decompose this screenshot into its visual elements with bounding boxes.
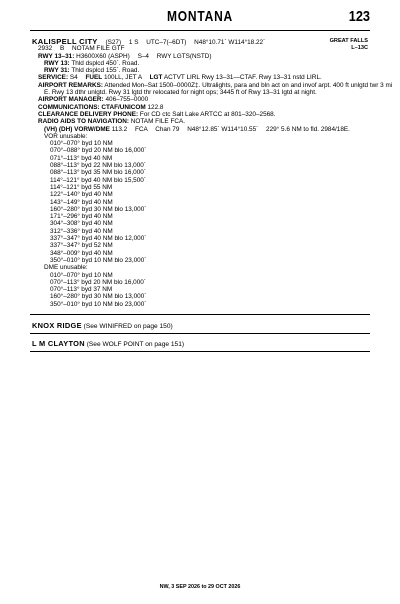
manager-phone: 406–755–0000: [105, 96, 149, 104]
remarks-label: AIRPORT REMARKS:: [38, 81, 103, 89]
runway-strength: S–4: [137, 52, 149, 60]
remarks-text-1: Attended Mon–Sat 1500–0000Z‡. Ultralights, para and bln act on and invof arpt. 400 ft unlgtd twr 3 mi: [104, 81, 393, 89]
unusable-range: 337°–347° byd 40 NM blo 12,000´: [50, 235, 147, 243]
fuel-label: FUEL: [85, 74, 103, 82]
unusable-range: 070°–088° byd 20 NM blo 16,000´: [50, 147, 147, 155]
unusable-range: 304°–308° byd 40 NM: [50, 220, 113, 228]
unusable-range: 010°–070° byd 10 NM: [50, 271, 113, 279]
remarks-text-2: E. Rwy 13 dthr unlgtd. Rwy 31 lgtd thr relocated for night ops; 3445 ft of Rwy 13–31 lgtd at night.: [44, 89, 317, 97]
radio-text: NOTAM FILE FCA.: [130, 118, 186, 126]
comm-freq: 122.8: [147, 103, 164, 111]
unusable-range: 160°–280° byd 30 NM blo 13,000´: [50, 293, 147, 301]
runway13-desc: Thld dsplcd 450´. Road.: [71, 59, 140, 67]
vor-chan: Chan 79: [155, 125, 180, 133]
clearance-label: CLEARANCE DELIVERY PHONE:: [38, 110, 139, 118]
unusable-range: 122°–140° byd 40 NM: [50, 191, 113, 199]
manager-line: [32, 96, 368, 103]
footer-dates: NW, 3 SEP 2026 to 29 OCT 2026: [159, 584, 241, 590]
service-line: [32, 74, 368, 81]
notam-file: NOTAM FILE GTF: [72, 45, 125, 53]
airport-name: KALISPELL CITY: [32, 37, 98, 46]
crossref-name: L M CLAYTON: [32, 339, 85, 348]
vor-coords: N48°12.85´ W114°10.55´: [187, 125, 259, 133]
runway13-label: RWY 13:: [44, 59, 70, 67]
unusable-range: 070°–113° byd 37 NM: [50, 286, 113, 294]
comm-line: [32, 104, 368, 111]
runway-lights: RWY LGTS(NSTD): [156, 52, 212, 60]
section-divider: [30, 314, 370, 315]
airport-coords: N48°10.71´ W114°18.22´: [194, 39, 266, 46]
unusable-range: 114°–121° byd 55 NM: [50, 183, 113, 191]
vor-unusable-label: VOR unusable:: [44, 132, 88, 140]
state-title: MONTANA: [166, 8, 234, 25]
comm-label: COMMUNICATIONS: CTAF/UNICOM: [38, 103, 146, 111]
unusable-range: 160°–280° byd 30 NM blo 13,000´: [50, 205, 147, 213]
airport-elevation: 2932: [38, 45, 53, 53]
unusable-range: 010°–070° byd 10 NM: [50, 140, 113, 148]
runway31-desc: Thld dsplcd 155´. Road.: [71, 67, 140, 75]
unusable-range: 312°–336° byd 40 NM: [50, 227, 113, 235]
dme-unusable-header: [32, 264, 368, 271]
runway13-line: [32, 60, 368, 67]
chart-label: L–13C: [351, 45, 368, 52]
unusable-range: 348°–009° byd 40 NM: [50, 249, 113, 257]
fuel-desc: 100LL, JET A: [103, 74, 142, 82]
runway-label: RWY 13–31:: [38, 52, 75, 60]
service-s4: S4: [69, 74, 78, 82]
region-label: GREAT FALLS: [329, 38, 368, 44]
crossref-text: (See WINIFRED on page 150): [83, 323, 173, 330]
vor-unusable-list: [32, 140, 368, 264]
vor-id: FCA: [135, 125, 148, 133]
fuel-class: B: [60, 45, 65, 53]
airport-entry: [32, 37, 393, 308]
crossref-text: (See WOLF POINT on page 151): [86, 341, 185, 348]
airport-distance: 1 S: [128, 39, 139, 46]
page-number: 123: [348, 8, 370, 25]
section-divider: [30, 351, 370, 352]
clearance-text: For CD ctc Salt Lake ARTCC at 801–320–2568.: [139, 110, 276, 118]
unusable-range: 350°–010° byd 10 NM blo 23,000´: [50, 300, 147, 308]
unusable-range: 171°–296° byd 40 NM: [50, 213, 113, 221]
runway-desc: H3600X60 (ASPH): [76, 52, 130, 60]
lgt-label: LGT: [149, 74, 163, 82]
unusable-range: 071°–113° byd 40 NM: [50, 154, 113, 162]
unusable-range: 088°–113° byd 22 NM blo 13,000´: [50, 162, 146, 170]
unusable-range: 088°–113° byd 35 NM blo 16,000´: [50, 169, 146, 177]
dme-unusable-list: [32, 272, 368, 308]
crossref-name: KNOX RIDGE: [32, 321, 82, 330]
unusable-range: 143°–149° byd 40 NM: [50, 198, 113, 206]
vor-bearing: 229° 5.6 NM to fld. 2984/18E.: [266, 125, 350, 133]
unusable-range: 114°–121° byd 40 NM blo 15,500´: [50, 176, 146, 184]
airport-ident: (S27): [105, 39, 122, 46]
lgt-desc: ACTVT LIRL Rwy 13–31—CTAF. Rwy 13–31 nstd LIRL.: [163, 74, 322, 82]
airport-elev-line: [32, 45, 368, 52]
runway-line: [32, 53, 368, 60]
vor-freq: 113.2: [111, 125, 128, 133]
runway31-line: [32, 67, 368, 74]
radio-label: RADIO AIDS TO NAVIGATION:: [38, 118, 130, 126]
crossref-lm-clayton: [32, 339, 184, 348]
manager-label: AIRPORT MANAGER:: [38, 96, 104, 104]
remarks-line-2: [32, 89, 368, 96]
section-divider: [30, 333, 370, 334]
unusable-range: 070°–113° byd 20 NM blo 16,000´: [50, 278, 146, 286]
runway31-label: RWY 31:: [44, 67, 70, 75]
header-rule: [30, 30, 370, 31]
service-label: SERVICE:: [38, 74, 69, 82]
radio-line: [32, 118, 368, 125]
unusable-range: 350°–010° byd 10 NM blo 23,000´: [50, 256, 147, 264]
crossref-knox-ridge: [32, 321, 173, 330]
dme-unusable-label: DME unusable:: [44, 264, 88, 272]
airport-header-line: [32, 38, 368, 45]
vor-label: (VH) (DH) VORW/DME: [44, 125, 110, 133]
unusable-range: 337°–347° byd 52 NM: [50, 242, 113, 250]
remarks-line: [32, 81, 393, 89]
airport-utc: UTC–7(–6DT): [146, 39, 187, 46]
vor-line: [32, 126, 368, 133]
clearance-line: [32, 111, 368, 118]
